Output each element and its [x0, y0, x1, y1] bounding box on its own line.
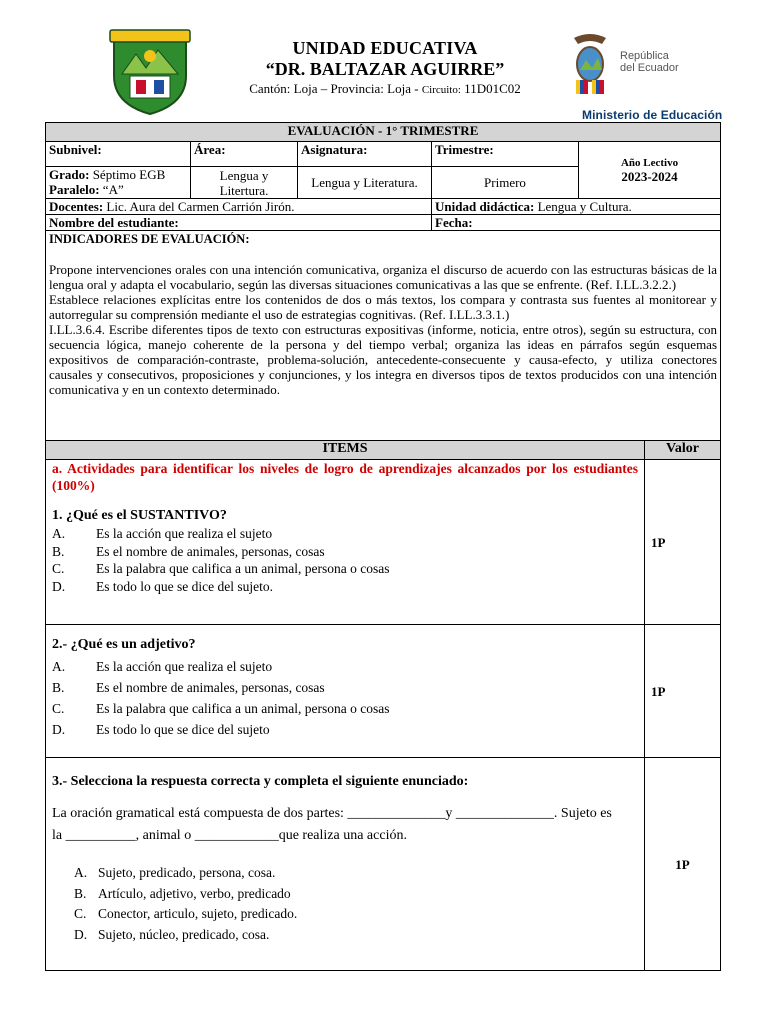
docentes-value: Lic. Aura del Carmen Carrión Jirón.	[103, 199, 295, 214]
q3-option-b[interactable]: B. Artículo, adjetivo, verbo, predicado	[74, 885, 291, 901]
ministry-label: Ministerio de Educación	[582, 108, 723, 122]
question-1-title: 1. ¿Qué es el SUSTANTIVO?	[52, 508, 227, 523]
grado-value: Séptimo EGB	[89, 167, 166, 182]
question-3-title: 3.- Selecciona la respuesta correcta y completa el siguiente enunciado:	[52, 774, 469, 789]
unidad-didactica-label: Unidad didáctica:	[435, 199, 535, 214]
school-location: Cantón: Loja – Provincia: Loja - Circuito: 11D01C02	[249, 81, 521, 96]
area-label: Área:	[191, 142, 298, 167]
valor-header: Valor	[645, 441, 721, 460]
school-crest-logo	[104, 24, 196, 116]
evaluation-title: EVALUACIÓN - 1° TRIMESTRE	[46, 123, 721, 142]
indicador-1: Propone intervenciones orales con una intención comunicativa, organiza el discurso de acuerdo con las estructuras básicas de la lengua oral y adapta el vocabulario, según las diversas situaciones comunicativas a las que se enfrente. (Ref. I.LL.3.2.2.)	[49, 262, 718, 292]
question-3-statement[interactable]: La oración gramatical está compuesta de dos partes: ______________y ______________. Sujeto es la __________, animal o ____________que realiza una acción.	[52, 806, 612, 843]
asignatura-value: Lengua y Literatura.	[298, 167, 432, 199]
question-2-cell	[46, 625, 645, 758]
q2-option-d[interactable]: D. Es todo lo que se dice del sujeto	[52, 722, 270, 737]
q3-option-a[interactable]: A. Sujeto, predicado, persona, cosa.	[74, 865, 276, 880]
items-header: ITEMS	[46, 441, 645, 460]
indicadores-section	[46, 231, 721, 441]
question-2-value: 1P	[645, 625, 721, 758]
trimestre-value: Primero	[432, 167, 579, 199]
unidad-didactica-cell	[432, 199, 721, 215]
question-1-cell	[46, 460, 645, 625]
q2-option-b[interactable]: B. Es el nombre de animales, personas, cosas	[52, 680, 325, 695]
q2-option-a[interactable]: A. Es la acción que realiza el sujeto	[52, 659, 273, 674]
school-name-line1: UNIDAD EDUCATIVA	[292, 38, 478, 58]
grado-paralelo-cell	[46, 167, 191, 199]
area-value: Lengua y Litertura.	[191, 167, 298, 199]
nombre-estudiante-field[interactable]: Nombre del estudiante:	[46, 215, 432, 231]
question-1-value: 1P	[645, 460, 721, 625]
q2-option-c[interactable]: C. Es la palabra que califica a un animal, persona o cosas	[52, 701, 390, 716]
question-3-cell	[46, 758, 645, 971]
subnivel-label: Subnivel:	[46, 142, 191, 167]
document-header	[0, 18, 768, 122]
question-3-value: 1P	[645, 758, 721, 971]
anio-lectivo-value: 2023-2024	[621, 169, 678, 184]
q1-option-d[interactable]: D. Es todo lo que se dice del sujeto.	[52, 578, 273, 594]
paralelo-label: Paralelo:	[49, 182, 100, 197]
unidad-didactica-value: Lengua y Cultura.	[534, 199, 632, 214]
trimestre-label: Trimestre:	[432, 142, 579, 167]
evaluation-table	[45, 122, 721, 971]
q1-option-b[interactable]: B. Es el nombre de animales, personas, cosas	[52, 543, 325, 559]
asignatura-label: Asignatura:	[298, 142, 432, 167]
school-name-line2: “DR. BALTAZAR AGUIRRE”	[265, 59, 505, 79]
school-title-block	[220, 38, 550, 99]
q1-option-c[interactable]: C. Es la palabra que califica a un animal, persona o cosas	[52, 561, 390, 576]
anio-lectivo-label: Año Lectivo	[620, 157, 679, 169]
q3-option-d[interactable]: D. Sujeto, núcleo, predicado, cosa.	[74, 926, 270, 942]
anio-lectivo-cell	[579, 142, 721, 199]
republic-label: República del Ecuador	[620, 50, 679, 74]
q3-option-c[interactable]: C. Conector, articulo, sujeto, predicado.	[74, 906, 298, 921]
q1-option-a[interactable]: A. Es la acción que realiza el sujeto	[52, 526, 273, 541]
indicadores-title: INDICADORES DE EVALUACIÓN:	[49, 232, 250, 246]
activity-instruction: a. Actividades para identificar los niveles de logro de aprendizajes alcanzados por los estudiantes (100%)	[52, 461, 638, 493]
indicador-3: I.LL.3.6.4. Escribe diferentes tipos de texto con estructuras expositivas (informe, noticia, entre otros), según su estructura, con secuencia lógica, manejo coherente de la persona y del tiempo verbal; organiza las ideas en párrafos según esquemas expositivos de comparación-contraste, problema-solución, antecedente-consecuente y causa-efecto, y utiliza conectores causales y consecutivos, proposiciones y conjunciones, y los integra en diversos tipos de textos producidos con una intención comunicativa y en un contexto determinado.	[49, 322, 718, 397]
docentes-cell	[46, 199, 432, 215]
grado-label: Grado:	[49, 167, 90, 182]
fecha-field[interactable]: Fecha:	[432, 215, 721, 231]
question-2-title: 2.- ¿Qué es un adjetivo?	[52, 637, 196, 652]
paralelo-value: “A”	[99, 182, 124, 197]
indicador-2: Establece relaciones explícitas entre los contenidos de dos o más textos, los compara y contrasta sus fuentes al monitorear y autorregular su comprensión mediante el uso de estrategias cognitivas. (Ref. I.LL.3.3.1.)	[49, 292, 718, 322]
docentes-label: Docentes:	[49, 199, 104, 214]
